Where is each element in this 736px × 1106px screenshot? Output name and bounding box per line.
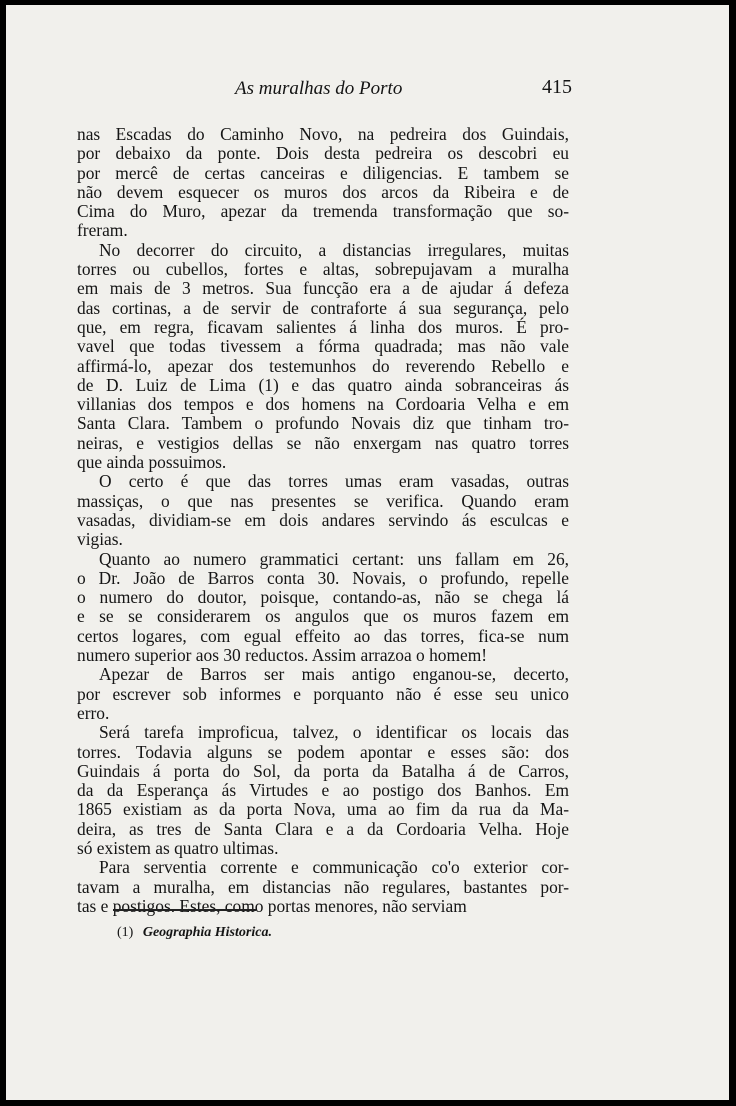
text-line: Quanto ao numero grammatici certant: uns fallam em 26, <box>99 548 569 569</box>
text-line: vigias. <box>77 529 123 550</box>
text-line: o numero do doutor, poisque, contando-as, não se chega lá <box>77 587 569 608</box>
body-text <box>77 125 569 916</box>
text-line: Será tarefa improficua, talvez, o identificar os locais das <box>99 722 569 743</box>
text-line: neiras, e vestigios dellas se não enxergam nas quatro torres <box>77 432 569 453</box>
text-line: certos logares, com egual effeito ao das torres, fica-se num <box>77 625 569 646</box>
footnote-rule <box>113 909 256 911</box>
text-line: em mais de 3 metros. Sua funcção era a de ajudar á defeza <box>77 278 569 299</box>
running-title: As muralhas do Porto <box>235 78 403 99</box>
text-line: o Dr. João de Barros conta 30. Novais, o profundo, repelle <box>77 567 569 588</box>
running-head <box>118 78 580 108</box>
text-line: torres. Todavia alguns se podem apontar e esses são: dos <box>77 741 569 762</box>
text-line: que, em regra, ficavam salientes á linha dos muros. É pro- <box>77 316 569 337</box>
text-line: de D. Luiz de Lima (1) e das quatro ainda sobranceiras ás <box>77 374 569 395</box>
text-line: das cortinas, a de servir de contraforte á sua segurança, pelo <box>77 297 569 318</box>
text-line: só existem as quatro ultimas. <box>77 837 279 858</box>
text-line: Guindais á porta do Sol, da porta da Batalha á de Carros, <box>77 760 569 781</box>
text-line: Cima do Muro, apezar da tremenda transformação que so- <box>77 201 569 222</box>
text-line: numero superior aos 30 reductos. Assim arrazoa o homem! <box>77 645 488 666</box>
text-line: por debaixo da ponte. Dois desta pedreira os descobri eu <box>77 143 569 164</box>
footnote-mark: (1) <box>117 925 134 940</box>
text-line: Santa Clara. Tambem o profundo Novais diz que tinham tro- <box>77 413 569 434</box>
text-line: freram. <box>77 220 128 241</box>
text-line: torres ou cubellos, fortes e altas, sobrepujavam a muralha <box>77 259 569 280</box>
text-line: nas Escadas do Caminho Novo, na pedreira dos Guindais, <box>77 124 569 144</box>
text-line: vasadas, dividiam-se em dois andares servindo ás esculcas e <box>77 509 569 530</box>
text-line: affirmá-lo, apezar dos testemunhos do reverendo Rebello e <box>77 355 569 376</box>
text-line: 1865 existiam as da porta Nova, uma ao fim da rua da Ma- <box>77 799 569 820</box>
paragraph <box>77 125 569 241</box>
text-line: vavel que todas tivessem a fórma quadrada; mas não vale <box>77 336 569 357</box>
text-line: por mercê de certas canceiras e diligencias. E tambem se <box>77 162 569 183</box>
text-line: No decorrer do circuito, a distancias irregulares, muitas <box>99 239 569 260</box>
text-line: villanias dos tempos e dos homens na Cordoaria Velha e em <box>77 394 569 415</box>
text-line: massiças, o que nas presentes se verifica. Quando eram <box>77 490 569 511</box>
paragraph <box>77 472 569 549</box>
paragraph <box>77 550 569 666</box>
paragraph <box>77 723 569 858</box>
text-line: por escrever sob informes e porquanto não é esse seu unico <box>77 683 569 704</box>
paragraph <box>77 665 569 723</box>
text-line: que ainda possuimos. <box>77 452 227 473</box>
footnote <box>117 925 272 941</box>
text-line: tavam a muralha, em distancias não regulares, bastantes por- <box>77 876 569 897</box>
text-line: da da Esperança ás Virtudes e ao postigo dos Banhos. Em <box>77 780 569 801</box>
page-number: 415 <box>542 76 572 98</box>
text-line: erro. <box>77 702 110 723</box>
text-line: não devem esquecer os muros dos arcos da Ribeira e de <box>77 181 569 202</box>
text-line: deira, as tres de Santa Clara e a da Cordoaria Velha. Hoje <box>77 818 569 839</box>
book-page <box>6 5 729 1100</box>
paragraph <box>77 241 569 473</box>
text-line: Apezar de Barros ser mais antigo enganou-se, decerto, <box>99 664 569 685</box>
text-line: e se se considerarem os angulos que os muros fazem em <box>77 606 569 627</box>
text-line: Para serventia corrente e communicação co'o exterior cor- <box>99 857 569 878</box>
text-line: O certo é que das torres umas eram vasadas, outras <box>99 471 569 492</box>
text-line: tas e postigos. Estes, como portas menores, não serviam <box>77 895 467 916</box>
footnote-text: Geographia Historica. <box>142 925 272 940</box>
paragraph <box>77 858 569 916</box>
